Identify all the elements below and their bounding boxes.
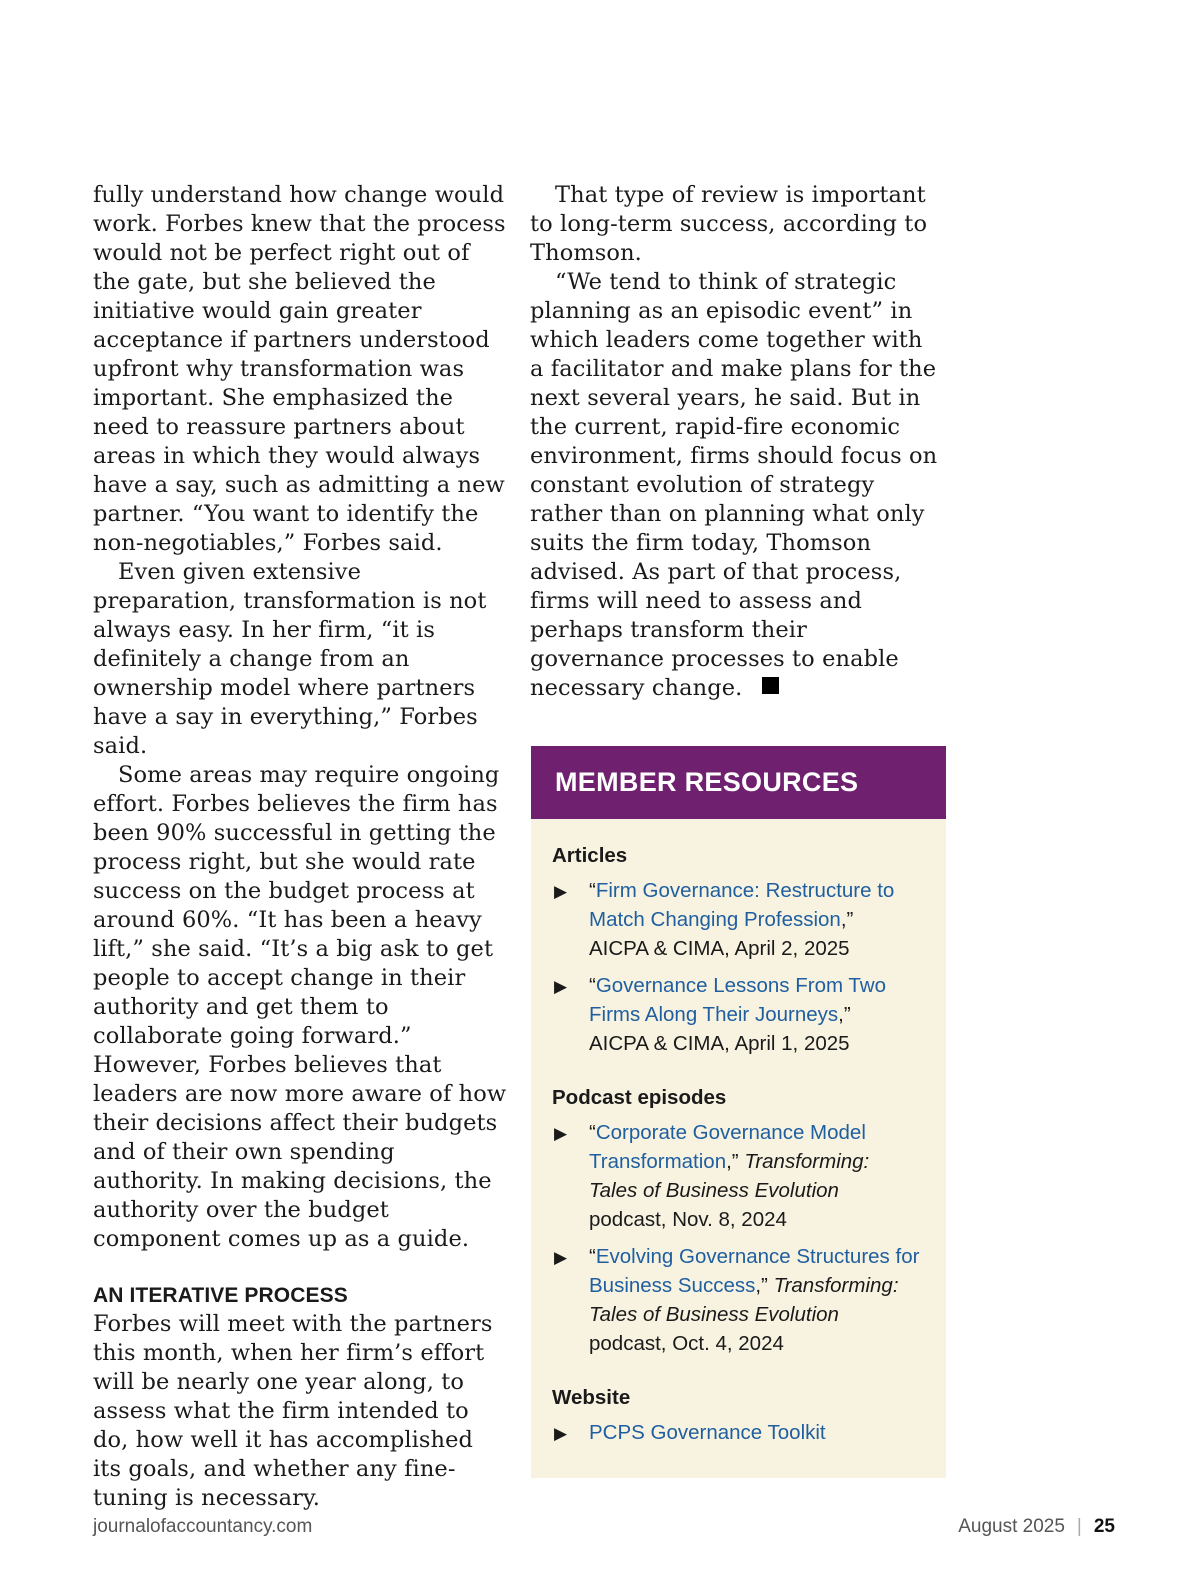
member-resources-body bbox=[531, 819, 946, 1447]
section-subhead: AN ITERATIVE PROCESS bbox=[93, 1284, 348, 1307]
podcast-item: ▶ “Evolving Governance Structures for Business Success,” Transforming: Tales of Business Evolution podcast, Oct. 4, 2024 bbox=[554, 1245, 920, 1355]
footer-site: journalofaccountancy.com bbox=[93, 1516, 313, 1537]
body-paragraph: Even given extensive preparation, transformation is not always easy. In her firm, “it is definitely a change from an ownership model where partners have a say in everything,” Forbes said. bbox=[93, 559, 487, 759]
footer-separator: | bbox=[1076, 1516, 1082, 1537]
bullet-arrow-icon: ▶ bbox=[554, 977, 568, 996]
article-source: AICPA & CIMA, April 2, 2025 bbox=[589, 937, 850, 960]
right-column bbox=[530, 181, 940, 703]
podcast-link[interactable]: Evolving Governance Structures for Business Success bbox=[589, 1245, 920, 1297]
body-paragraph bbox=[530, 268, 940, 703]
article-item: ▶ “Governance Lessons From Two Firms Along Their Journeys,” AICPA & CIMA, April 1, 2025 bbox=[554, 974, 887, 1055]
body-paragraph: Forbes will meet with the partners this month, when her firm’s effort will be nearly one year along, to assess what the firm intended to do, how well it has accomplished its goals, and whether any fine-tuning is necessary. bbox=[93, 1311, 493, 1511]
podcast-source: podcast, Oct. 4, 2024 bbox=[589, 1332, 784, 1355]
website-item bbox=[552, 1418, 922, 1447]
bullet-arrow-icon: ▶ bbox=[554, 882, 568, 901]
body-paragraph: Some areas may require ongoing effort. Forbes believes the firm has been 90% successful in getting the process right, but she would rate success on the budget process at around 60%. “It has been a heavy lift,” she said. “It’s a big ask to get people to accept change in their authority and get them to collaborate going forward.” However, Forbes believes that leaders are now more aware of how their decisions affect their budgets and of their own spending authority. In making decisions, the authority over the budget component comes up as a guide. bbox=[93, 762, 507, 1252]
footer-issue-info bbox=[958, 1516, 1115, 1538]
podcast-item: ▶ “Corporate Governance Model Transformation,” Transforming: Tales of Business Evolution podcast, Nov. 8, 2024 bbox=[554, 1121, 870, 1231]
body-paragraph: That type of review is important to long-term success, according to Thomson. bbox=[530, 182, 928, 266]
article-source: AICPA & CIMA, April 1, 2025 bbox=[589, 1032, 850, 1055]
bullet-arrow-icon: ▶ bbox=[554, 1124, 568, 1143]
article-link[interactable]: Governance Lessons From Two Firms Along Their Journeys bbox=[589, 974, 887, 1026]
website-heading: Website bbox=[552, 1386, 631, 1409]
podcast-link[interactable]: Corporate Governance Model Transformation bbox=[589, 1121, 866, 1173]
article-link[interactable]: Firm Governance: Restructure to Match Changing Profession bbox=[589, 879, 895, 931]
page-number: 25 bbox=[1093, 1516, 1115, 1537]
left-column bbox=[93, 181, 508, 1513]
bullet-arrow-icon: ▶ bbox=[554, 1248, 568, 1267]
podcast-show-name: Transforming: Tales of Business Evolution bbox=[589, 1150, 870, 1202]
member-resources-box bbox=[531, 746, 946, 1478]
article-item: ▶ “Firm Governance: Restructure to Match Changing Profession,” AICPA & CIMA, April 2, 2025 bbox=[554, 879, 895, 960]
articles-heading: Articles bbox=[552, 844, 628, 867]
website-link[interactable]: PCPS Governance Toolkit bbox=[589, 1421, 826, 1444]
closing-paragraph-text: “We tend to think of strategic planning as an episodic event” in which leaders come together with a facilitator and make plans for the next several years, he said. But in the current, rapid-fire economic environment, firms should focus on constant evolution of strategy rather than on planning what only suits the firm today, Thomson advised. As part of that process, firms will need to assess and perhaps transform their governance processes to enable necessary change. bbox=[530, 269, 938, 701]
bullet-arrow-icon: ▶ bbox=[554, 1424, 568, 1443]
member-resources-title: MEMBER RESOURCES bbox=[531, 746, 946, 819]
podcast-source: podcast, Nov. 8, 2024 bbox=[589, 1208, 787, 1231]
body-paragraph: fully understand how change would work. Forbes knew that the process would not be perfect right out of the gate, but she believed the initiative would gain greater acceptance if partners understood upfront why transformation was important. She emphasized the need to reassure partners about areas in which they would always have a say, such as admitting a new partner. “You want to identify the non-negotiables,” Forbes said. bbox=[93, 182, 506, 556]
footer-issue: August 2025 bbox=[958, 1516, 1065, 1537]
end-of-article-mark bbox=[762, 677, 779, 694]
podcasts-heading: Podcast episodes bbox=[552, 1086, 727, 1109]
podcast-show-name: Transforming: Tales of Business Evolution bbox=[589, 1274, 899, 1326]
